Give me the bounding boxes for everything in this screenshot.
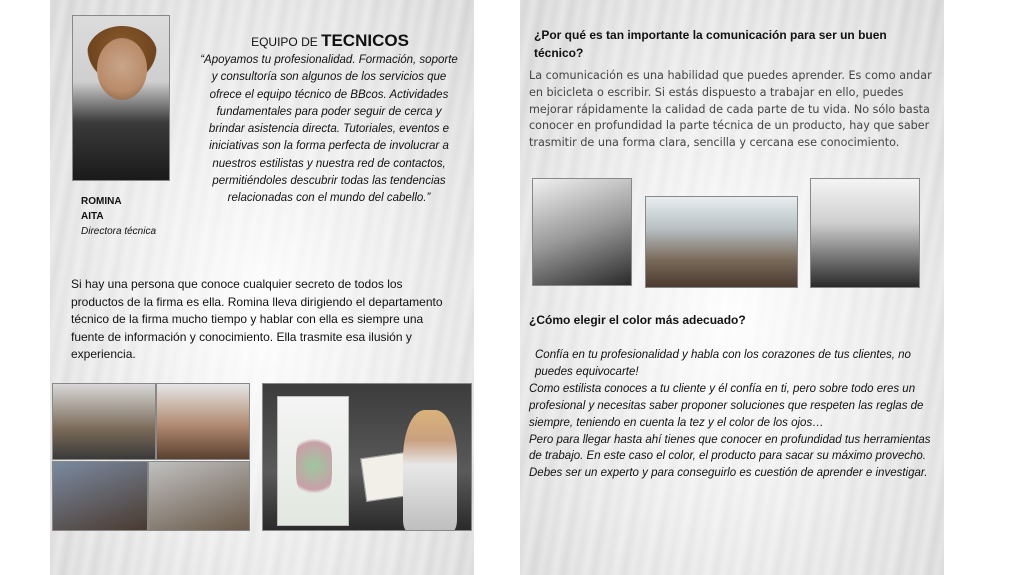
team-quote: “Apoyamos tu profesionalidad. Formación, soporte y consultoría son algunos de los servicios que ofrece el equipo técnico de BBcos. Actividades fundamentales para poder seguir de cerca y brindar asistencia directa. Tutoriales, eventos e iniciativas son la forma perfecta de involucrar a nuestros estilistas y nuestra red de contactos, permitiéndoles descubrir todas las tendencias relacionadas con el mundo del cabello.” — [200, 54, 458, 205]
workshop-photo-1 — [52, 461, 148, 531]
group-photo — [645, 196, 798, 288]
left-body-text: Si hay una persona que conoce cualquier secreto de todos los productos de la firma es ella. Romina lleva dirigiendo el departamento técnico de la firma mucho tiempo y hablar con ella es siempre una fuente de información y conocimiento. Ella trasmite esa ilusión y experiencia. — [71, 277, 443, 361]
person-role: Directora técnica — [81, 226, 157, 237]
trio-photo — [810, 178, 920, 288]
portrait-photo — [72, 15, 170, 181]
answer-color-paragraph-3: Pero para llegar hasta ahí tienes que conocer en profundidad tus herramientas de trabajo. En este caso el color, el producto para sacar su máximo provecho. Debes ser un experto y para conseguirlo es cuestión de aprender e investigar. — [529, 433, 931, 480]
workshop-photo-2 — [148, 461, 250, 531]
answer-color — [529, 347, 939, 482]
poster-shape — [277, 396, 349, 526]
person-last-name: AITA — [81, 211, 104, 222]
left-page — [50, 0, 474, 575]
answer-color-paragraph-1: Confía en tu profesionalidad y habla con los corazones de tus clientes, no puedes equivocarte! — [535, 349, 911, 378]
person-caption — [81, 194, 156, 239]
classroom-photo-1 — [52, 383, 156, 460]
question-color: ¿Cómo elegir el color más adecuado? — [529, 313, 746, 327]
presentation-photo — [262, 383, 472, 531]
hairdresser-photo — [532, 178, 632, 286]
team-title-main: TECNICOS — [321, 31, 409, 50]
face-shape — [97, 38, 147, 100]
answer-communication: La comunicación es una habilidad que puedes aprender. Es como andar en bicicleta o escribir. Si estás dispuesto a trabajar en ello, puedes mejorar rápidamente la calidad de cada parte de tu vida. No sólo basta conocer en profundidad la parte técnica de un producto, hay que saber trasmitir de una forma clara, sencilla y cercana ese conocimiento. — [529, 69, 932, 150]
question-communication: ¿Por qué es tan importante la comunicación para ser un buen técnico? — [534, 28, 887, 60]
classroom-photo-2 — [156, 383, 250, 460]
team-title — [200, 31, 460, 51]
right-page — [520, 0, 944, 575]
poster-figure — [296, 431, 332, 501]
presenter-shape — [403, 410, 457, 531]
team-title-prefix: EQUIPO DE — [251, 35, 322, 49]
answer-color-paragraph-2: Como estilista conoces a tu cliente y él confía en ti, pero sobre todo eres un profesional y necesitas saber proponer soluciones que respeten las reglas de siempre, teniendo en cuenta la tez y el color de los ojos… — [529, 382, 924, 429]
person-first-name: ROMINA — [81, 196, 122, 207]
